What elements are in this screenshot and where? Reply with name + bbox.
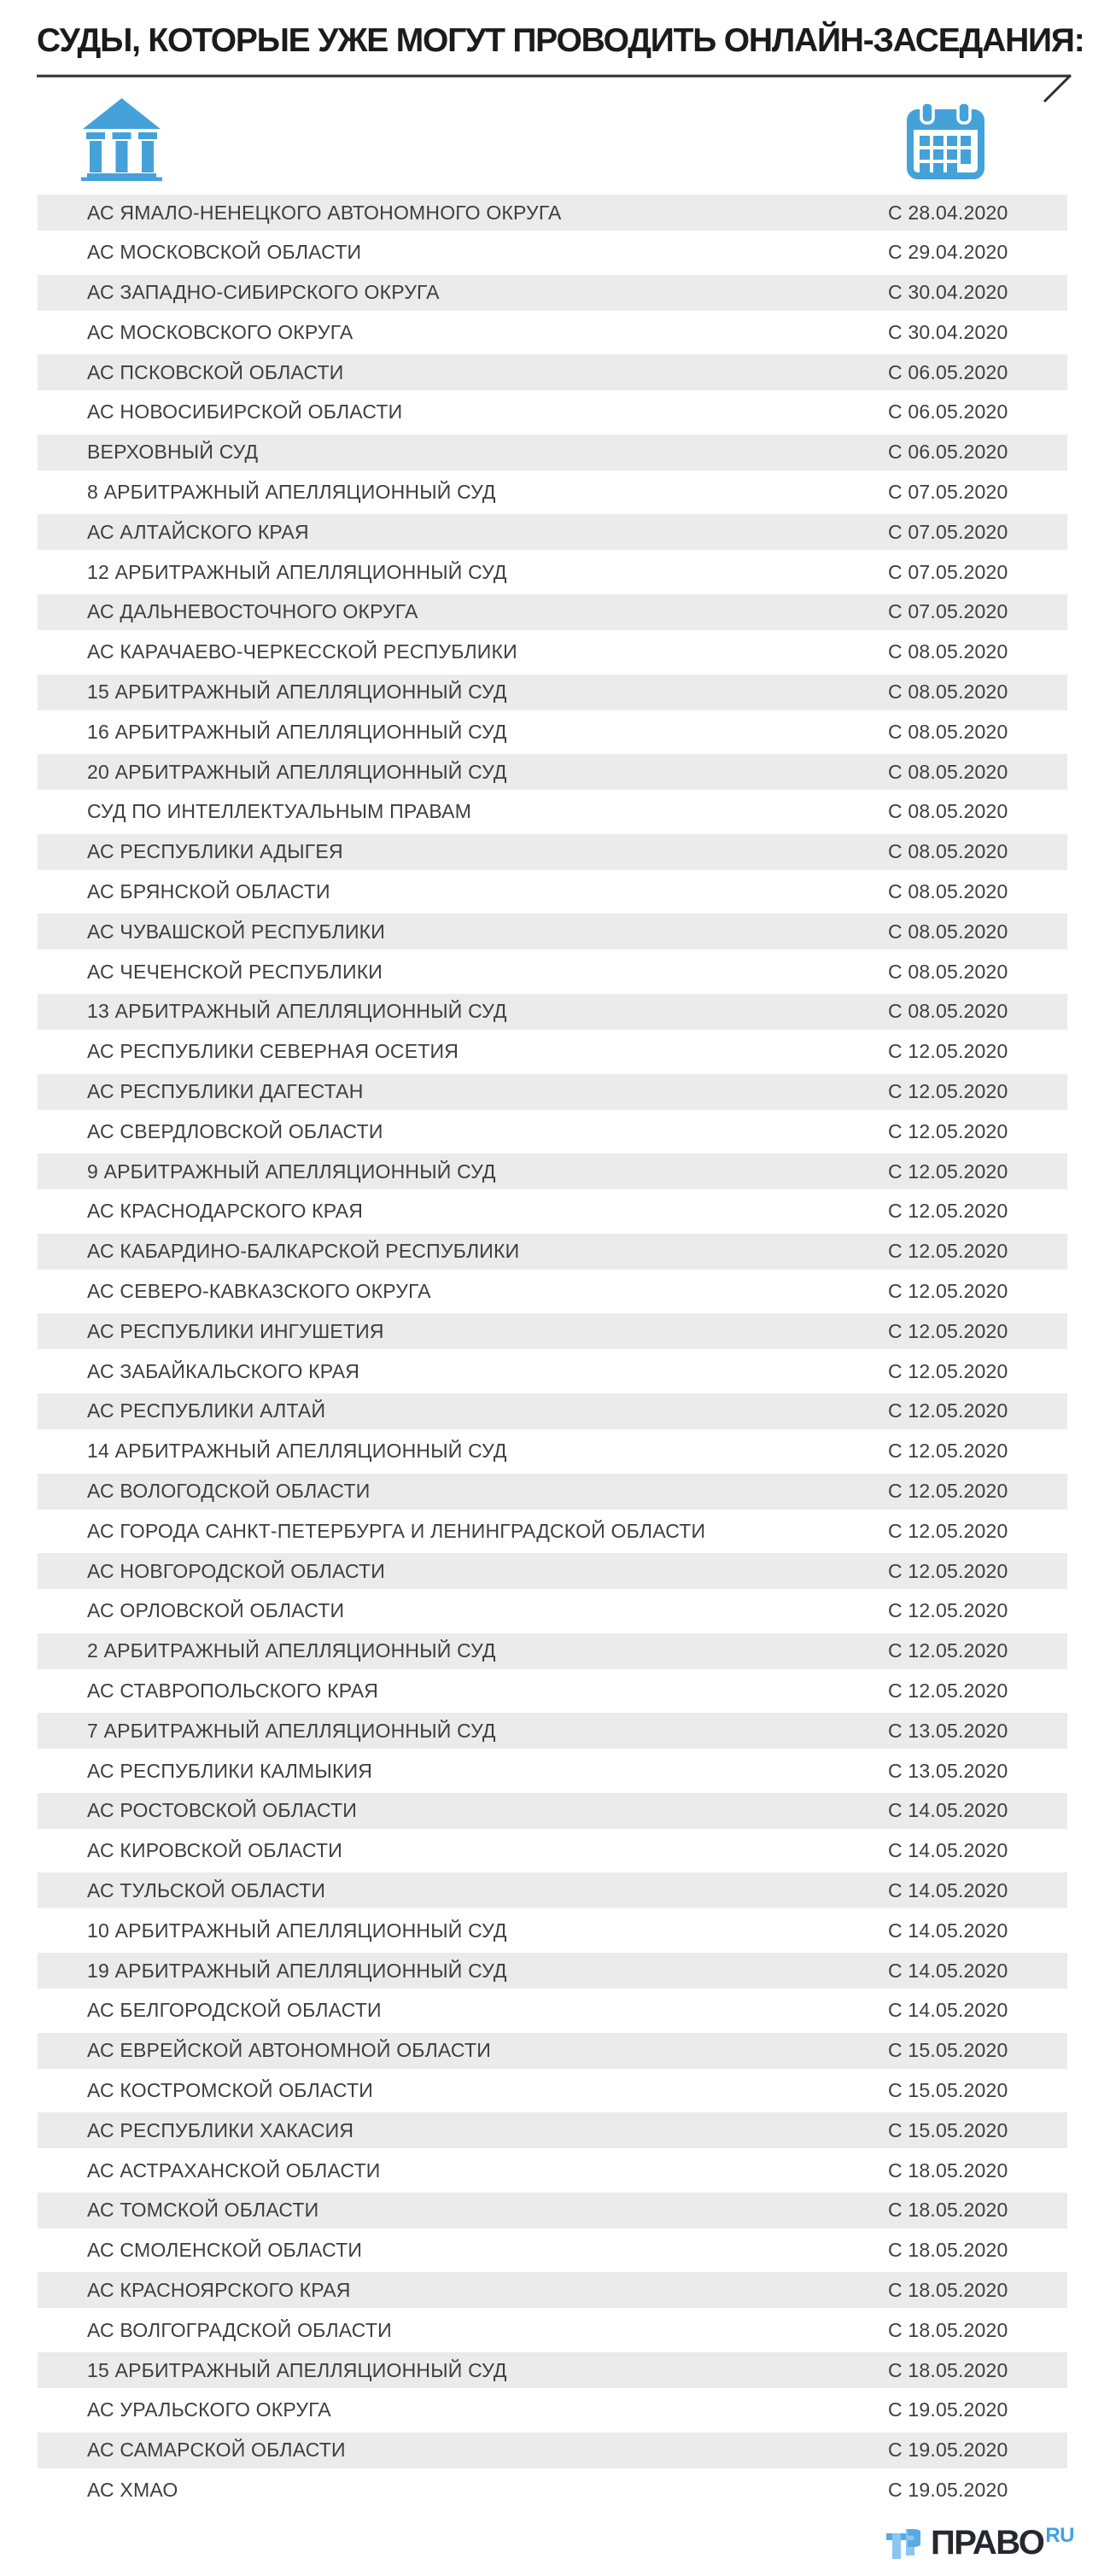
court-name-cell: АС ГОРОДА САНКТ-ПЕТЕРБУРГА И ЛЕНИНГРАДСКОЙ ОБЛАСТИ bbox=[87, 1519, 706, 1542]
start-date-cell: С 30.04.2020 bbox=[888, 320, 1008, 343]
court-name-cell: АС МОСКОВСКОЙ ОБЛАСТИ bbox=[87, 241, 362, 264]
start-date-cell: С 12.05.2020 bbox=[888, 1240, 1008, 1263]
court-name-cell: АС ТОМСКОЙ ОБЛАСТИ bbox=[87, 2199, 319, 2222]
start-date-cell: С 18.05.2020 bbox=[888, 2199, 1008, 2222]
start-date-cell: С 14.05.2020 bbox=[888, 1839, 1008, 1862]
table-row bbox=[38, 1553, 1067, 1589]
court-name-cell: АС ЗАПАДНО-СИБИРСКОГО ОКРУГА bbox=[87, 281, 440, 304]
court-name-cell: АС РЕСПУБЛИКИ АДЫГЕЯ bbox=[87, 840, 343, 863]
table-row bbox=[38, 634, 1067, 670]
start-date-cell: С 13.05.2020 bbox=[888, 1759, 1008, 1782]
table-row bbox=[38, 2392, 1067, 2428]
court-name-cell: 9 АРБИТРАЖНЫЙ АПЕЛЛЯЦИОННЫЙ СУД bbox=[87, 1159, 496, 1183]
start-date-cell: С 08.05.2020 bbox=[888, 681, 1008, 704]
start-date-cell: С 18.05.2020 bbox=[888, 2358, 1008, 2381]
table-row bbox=[38, 874, 1067, 910]
court-name-cell: 19 АРБИТРАЖНЫЙ АПЕЛЛЯЦИОННЫЙ СУД bbox=[87, 1959, 507, 1982]
table-row bbox=[38, 1353, 1067, 1389]
court-name-cell: 8 АРБИТРАЖНЫЙ АПЕЛЛЯЦИОННЫЙ СУД bbox=[87, 481, 496, 504]
court-name-cell: АС РЕСПУБЛИКИ КАЛМЫКИЯ bbox=[87, 1759, 373, 1782]
start-date-cell: С 12.05.2020 bbox=[888, 1399, 1008, 1422]
table-row bbox=[38, 1993, 1067, 2029]
table-row bbox=[38, 594, 1067, 630]
start-date-cell: С 12.05.2020 bbox=[888, 1119, 1008, 1142]
table-row bbox=[38, 1872, 1067, 1908]
table-row bbox=[38, 2112, 1067, 2148]
table-row bbox=[38, 1393, 1067, 1429]
court-name-cell: АС КОСТРОМСКОЙ ОБЛАСТИ bbox=[87, 2078, 373, 2101]
start-date-cell: С 18.05.2020 bbox=[888, 2318, 1008, 2341]
court-name-cell: 14 АРБИТРАЖНЫЙ АПЕЛЛЯЦИОННЫЙ СУД bbox=[87, 1440, 507, 1463]
start-date-cell: С 12.05.2020 bbox=[888, 1159, 1008, 1183]
court-name-cell: АС РЕСПУБЛИКИ ИНГУШЕТИЯ bbox=[87, 1319, 384, 1342]
table-row bbox=[38, 1234, 1067, 1270]
table-row bbox=[38, 754, 1067, 790]
start-date-cell: С 14.05.2020 bbox=[888, 1999, 1008, 2022]
start-date-cell: С 18.05.2020 bbox=[888, 2278, 1008, 2301]
court-name-cell: АС ЧУВАШСКОЙ РЕСПУБЛИКИ bbox=[87, 920, 386, 943]
court-name-cell: АС ЗАБАЙКАЛЬСКОГО КРАЯ bbox=[87, 1359, 360, 1382]
table-row bbox=[38, 1074, 1067, 1110]
start-date-cell: С 07.05.2020 bbox=[888, 560, 1008, 583]
court-name-cell: 10 АРБИТРАЖНЫЙ АПЕЛЛЯЦИОННЫЙ СУД bbox=[87, 1919, 507, 1942]
start-date-cell: С 15.05.2020 bbox=[888, 2118, 1008, 2141]
start-date-cell: С 12.05.2020 bbox=[888, 1080, 1008, 1103]
court-name-cell: АС СМОЛЕНСКОЙ ОБЛАСТИ bbox=[87, 2239, 363, 2262]
court-name-cell: 7 АРБИТРАЖНЫЙ АПЕЛЛЯЦИОННЫЙ СУД bbox=[87, 1719, 496, 1742]
start-date-cell: С 08.05.2020 bbox=[888, 840, 1008, 863]
start-date-cell: С 14.05.2020 bbox=[888, 1919, 1008, 1942]
start-date-cell: С 28.04.2020 bbox=[888, 201, 1008, 224]
court-name-cell: АС БРЯНСКОЙ ОБЛАСТИ bbox=[87, 880, 330, 903]
start-date-cell: С 29.04.2020 bbox=[888, 241, 1008, 264]
page-title: СУДЫ, КОТОРЫЕ УЖЕ МОГУТ ПРОВОДИТЬ ОНЛАЙН-ЗАСЕДАНИЯ: bbox=[37, 22, 1084, 59]
start-date-cell: С 13.05.2020 bbox=[888, 1719, 1008, 1742]
start-date-cell: С 06.05.2020 bbox=[888, 441, 1008, 464]
table-row bbox=[38, 794, 1067, 830]
court-name-cell: 13 АРБИТРАЖНЫЙ АПЕЛЛЯЦИОННЫЙ СУД bbox=[87, 1000, 507, 1023]
table-row bbox=[38, 1953, 1067, 1989]
courthouse-icon bbox=[81, 98, 162, 185]
pravo-ru-logo-suffix: RU bbox=[1045, 2524, 1074, 2547]
court-name-cell: АС РЕСПУБЛИКИ ДАГЕСТАН bbox=[87, 1080, 364, 1103]
table-row bbox=[38, 1833, 1067, 1869]
table-row bbox=[38, 475, 1067, 511]
start-date-cell: С 12.05.2020 bbox=[888, 1519, 1008, 1542]
court-name-cell: АС СВЕРДЛОВСКОЙ ОБЛАСТИ bbox=[87, 1119, 383, 1142]
court-name-cell: ВЕРХОВНЫЙ СУД bbox=[87, 441, 259, 464]
start-date-cell: С 08.05.2020 bbox=[888, 760, 1008, 783]
table-row bbox=[38, 1793, 1067, 1829]
table-row bbox=[38, 514, 1067, 550]
table-row bbox=[38, 2033, 1067, 2069]
start-date-cell: С 15.05.2020 bbox=[888, 2078, 1008, 2101]
start-date-cell: С 08.05.2020 bbox=[888, 1000, 1008, 1023]
table-row bbox=[38, 954, 1067, 990]
table-row bbox=[38, 1513, 1067, 1549]
table-row bbox=[38, 1113, 1067, 1149]
table-row bbox=[38, 2072, 1067, 2108]
table-row bbox=[38, 914, 1067, 949]
table-row bbox=[38, 1753, 1067, 1789]
start-date-cell: С 19.05.2020 bbox=[888, 2439, 1008, 2462]
table-row bbox=[38, 2272, 1067, 2308]
court-name-cell: АС ДАЛЬНЕВОСТОЧНОГО ОКРУГА bbox=[87, 600, 418, 623]
court-name-cell: АС АСТРАХАНСКОЙ ОБЛАСТИ bbox=[87, 2158, 381, 2182]
court-name-cell: АС УРАЛЬСКОГО ОКРУГА bbox=[87, 2398, 331, 2421]
court-name-cell: АС ХМАО bbox=[87, 2478, 178, 2501]
court-name-cell: АС ВОЛГОГРАДСКОЙ ОБЛАСТИ bbox=[87, 2318, 392, 2341]
court-name-cell: АС НОВОСИБИРСКОЙ ОБЛАСТИ bbox=[87, 400, 403, 423]
table-row bbox=[38, 314, 1067, 350]
court-name-cell: АС ТУЛЬСКОЙ ОБЛАСТИ bbox=[87, 1878, 326, 1901]
table-row bbox=[38, 275, 1067, 311]
start-date-cell: С 12.05.2020 bbox=[888, 1639, 1008, 1662]
court-name-cell: 15 АРБИТРАЖНЫЙ АПЕЛЛЯЦИОННЫЙ СУД bbox=[87, 681, 507, 704]
start-date-cell: С 14.05.2020 bbox=[888, 1878, 1008, 1901]
start-date-cell: С 14.05.2020 bbox=[888, 1799, 1008, 1822]
table-row bbox=[38, 1313, 1067, 1349]
start-date-cell: С 08.05.2020 bbox=[888, 800, 1008, 823]
start-date-cell: С 07.05.2020 bbox=[888, 481, 1008, 504]
table-row bbox=[38, 2153, 1067, 2188]
court-name-cell: АС АЛТАЙСКОГО КРАЯ bbox=[87, 520, 309, 543]
table-row bbox=[38, 675, 1067, 710]
start-date-cell: С 07.05.2020 bbox=[888, 520, 1008, 543]
table-row bbox=[38, 1274, 1067, 1310]
court-name-cell: АС КРАСНОДАРСКОГО КРАЯ bbox=[87, 1200, 364, 1223]
court-name-cell: АС РЕСПУБЛИКИ ХАКАСИЯ bbox=[87, 2118, 354, 2141]
start-date-cell: С 19.05.2020 bbox=[888, 2398, 1008, 2421]
court-name-cell: 12 АРБИТРАЖНЫЙ АПЕЛЛЯЦИОННЫЙ СУД bbox=[87, 560, 507, 583]
start-date-cell: С 07.05.2020 bbox=[888, 600, 1008, 623]
start-date-cell: С 06.05.2020 bbox=[888, 400, 1008, 423]
title-underline bbox=[37, 73, 1072, 104]
table-row bbox=[38, 1034, 1067, 1070]
court-name-cell: АС ОРЛОВСКОЙ ОБЛАСТИ bbox=[87, 1599, 345, 1622]
court-name-cell: АС РЕСПУБЛИКИ АЛТАЙ bbox=[87, 1399, 326, 1422]
court-name-cell: АС ЧЕЧЕНСКОЙ РЕСПУБЛИКИ bbox=[87, 960, 383, 983]
courts-table bbox=[38, 195, 1067, 2512]
pravo-ru-logo bbox=[886, 2526, 1074, 2561]
start-date-cell: С 12.05.2020 bbox=[888, 1480, 1008, 1502]
start-date-cell: С 12.05.2020 bbox=[888, 1679, 1008, 1702]
start-date-cell: С 08.05.2020 bbox=[888, 880, 1008, 903]
table-row bbox=[38, 354, 1067, 390]
court-name-cell: АС САМАРСКОЙ ОБЛАСТИ bbox=[87, 2439, 346, 2462]
court-name-cell: АС НОВГОРОДСКОЙ ОБЛАСТИ bbox=[87, 1559, 386, 1582]
table-row bbox=[38, 994, 1067, 1030]
start-date-cell: С 12.05.2020 bbox=[888, 1599, 1008, 1622]
start-date-cell: С 12.05.2020 bbox=[888, 1319, 1008, 1342]
court-name-cell: АС ЕВРЕЙСКОЙ АВТОНОМНОЙ ОБЛАСТИ bbox=[87, 2039, 491, 2062]
start-date-cell: С 18.05.2020 bbox=[888, 2158, 1008, 2182]
table-row bbox=[38, 1913, 1067, 1948]
court-name-cell: АС ВОЛОГОДСКОЙ ОБЛАСТИ bbox=[87, 1480, 371, 1502]
court-name-cell: АС КИРОВСКОЙ ОБЛАСТИ bbox=[87, 1839, 342, 1862]
start-date-cell: С 14.05.2020 bbox=[888, 1959, 1008, 1982]
start-date-cell: С 08.05.2020 bbox=[888, 920, 1008, 943]
court-name-cell: АС ЯМАЛО-НЕНЕЦКОГО АВТОНОМНОГО ОКРУГА bbox=[87, 201, 562, 224]
start-date-cell: С 12.05.2020 bbox=[888, 1280, 1008, 1303]
start-date-cell: С 15.05.2020 bbox=[888, 2039, 1008, 2062]
start-date-cell: С 30.04.2020 bbox=[888, 281, 1008, 304]
court-name-cell: 16 АРБИТРАЖНЫЙ АПЕЛЛЯЦИОННЫЙ СУД bbox=[87, 720, 507, 743]
table-row bbox=[38, 195, 1067, 231]
court-name-cell: АС КРАСНОЯРСКОГО КРАЯ bbox=[87, 2278, 351, 2301]
start-date-cell: С 12.05.2020 bbox=[888, 1559, 1008, 1582]
court-name-cell: 2 АРБИТРАЖНЫЙ АПЕЛЛЯЦИОННЫЙ СУД bbox=[87, 1639, 496, 1662]
court-name-cell: АС КАРАЧАЕВО-ЧЕРКЕССКОЙ РЕСПУБЛИКИ bbox=[87, 640, 517, 663]
start-date-cell: С 12.05.2020 bbox=[888, 1200, 1008, 1223]
start-date-cell: С 08.05.2020 bbox=[888, 960, 1008, 983]
table-row bbox=[38, 1434, 1067, 1469]
table-row bbox=[38, 1713, 1067, 1749]
table-row bbox=[38, 2472, 1067, 2508]
court-name-cell: АС СЕВЕРО-КАВКАЗСКОГО ОКРУГА bbox=[87, 1280, 431, 1303]
court-name-cell: АС РОСТОВСКОЙ ОБЛАСТИ bbox=[87, 1799, 357, 1822]
table-row bbox=[38, 714, 1067, 750]
table-row bbox=[38, 2433, 1067, 2468]
table-row bbox=[38, 2352, 1067, 2388]
table-row bbox=[38, 1633, 1067, 1669]
table-row bbox=[38, 1673, 1067, 1709]
table-row bbox=[38, 235, 1067, 271]
table-row bbox=[38, 1194, 1067, 1230]
pravo-ru-logo-word: ПРАВО bbox=[931, 2524, 1044, 2561]
table-row bbox=[38, 1154, 1067, 1189]
start-date-cell: С 12.05.2020 bbox=[888, 1440, 1008, 1463]
court-name-cell: 15 АРБИТРАЖНЫЙ АПЕЛЛЯЦИОННЫЙ СУД bbox=[87, 2358, 507, 2381]
table-row bbox=[38, 834, 1067, 870]
table-row bbox=[38, 2312, 1067, 2348]
court-name-cell: АС ПСКОВСКОЙ ОБЛАСТИ bbox=[87, 360, 344, 383]
table-row bbox=[38, 394, 1067, 430]
start-date-cell: С 12.05.2020 bbox=[888, 1359, 1008, 1382]
table-row bbox=[38, 1593, 1067, 1629]
start-date-cell: С 06.05.2020 bbox=[888, 360, 1008, 383]
table-row bbox=[38, 554, 1067, 590]
court-name-cell: АС СТАВРОПОЛЬСКОГО КРАЯ bbox=[87, 1679, 379, 1702]
pravo-ru-logo-icon bbox=[886, 2527, 920, 2561]
court-name-cell: АС РЕСПУБЛИКИ СЕВЕРНАЯ ОСЕТИЯ bbox=[87, 1040, 459, 1063]
court-name-cell: СУД ПО ИНТЕЛЛЕКТУАЛЬНЫМ ПРАВАМ bbox=[87, 800, 472, 823]
court-name-cell: АС БЕЛГОРОДСКОЙ ОБЛАСТИ bbox=[87, 1999, 382, 2022]
start-date-cell: С 19.05.2020 bbox=[888, 2478, 1008, 2501]
court-name-cell: АС КАБАРДИНО-БАЛКАРСКОЙ РЕСПУБЛИКИ bbox=[87, 1240, 520, 1263]
start-date-cell: С 08.05.2020 bbox=[888, 720, 1008, 743]
start-date-cell: С 08.05.2020 bbox=[888, 640, 1008, 663]
table-row bbox=[38, 1474, 1067, 1510]
calendar-icon bbox=[907, 102, 984, 184]
court-name-cell: АС МОСКОВСКОГО ОКРУГА bbox=[87, 320, 353, 343]
court-name-cell: 20 АРБИТРАЖНЫЙ АПЕЛЛЯЦИОННЫЙ СУД bbox=[87, 760, 507, 783]
table-row bbox=[38, 2193, 1067, 2228]
start-date-cell: С 18.05.2020 bbox=[888, 2239, 1008, 2262]
table-row bbox=[38, 2233, 1067, 2269]
start-date-cell: С 12.05.2020 bbox=[888, 1040, 1008, 1063]
table-row bbox=[38, 435, 1067, 470]
